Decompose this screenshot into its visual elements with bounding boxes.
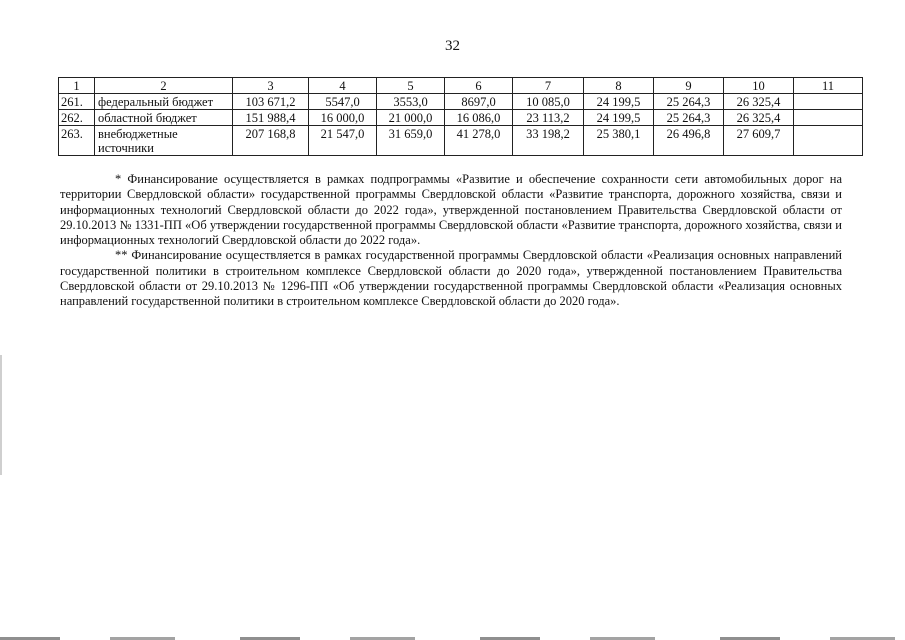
value-cell: 5547,0 — [309, 94, 377, 110]
header-cell: 5 — [377, 78, 445, 94]
value-cell — [794, 110, 863, 126]
header-cell: 8 — [584, 78, 654, 94]
header-cell: 4 — [309, 78, 377, 94]
value-cell: 21 000,0 — [377, 110, 445, 126]
value-cell: 23 113,2 — [513, 110, 584, 126]
value-cell: 25 380,1 — [584, 126, 654, 156]
table-row — [59, 126, 863, 156]
value-cell — [794, 94, 863, 110]
footnote-2: ** Финансирование осуществляется в рамках государственной программы Свердловской области «Реализация основных направлений государственной политики в строительном комплексе Свердловской области до 2020 года», утвержденной постановлением Правительства Свердловской области от 29.10.2013 № 1296-ПП «Об утверждении государственной программы Свердловской области «Реализация основных направлений государственной политики в строительном комплексе Свердловской области до 2020 года». — [60, 248, 842, 309]
header-cell: 11 — [794, 78, 863, 94]
value-cell: 26 325,4 — [724, 94, 794, 110]
value-cell: 3553,0 — [377, 94, 445, 110]
header-cell: 10 — [724, 78, 794, 94]
header-cell: 2 — [95, 78, 233, 94]
value-cell: 103 671,2 — [233, 94, 309, 110]
row-index: 263. — [59, 126, 95, 156]
value-cell: 10 085,0 — [513, 94, 584, 110]
header-cell: 9 — [654, 78, 724, 94]
value-cell: 26 496,8 — [654, 126, 724, 156]
header-cell: 3 — [233, 78, 309, 94]
value-cell: 27 609,7 — [724, 126, 794, 156]
scan-margin-mark — [0, 355, 2, 475]
value-cell — [794, 126, 863, 156]
value-cell: 33 198,2 — [513, 126, 584, 156]
value-cell: 24 199,5 — [584, 110, 654, 126]
row-label: областной бюджет — [95, 110, 233, 126]
value-cell: 151 988,4 — [233, 110, 309, 126]
header-cell: 7 — [513, 78, 584, 94]
value-cell: 26 325,4 — [724, 110, 794, 126]
row-index: 261. — [59, 94, 95, 110]
table-row — [59, 94, 863, 110]
financing-table — [58, 77, 863, 156]
table-header-row — [59, 78, 863, 94]
value-cell: 25 264,3 — [654, 94, 724, 110]
value-cell: 24 199,5 — [584, 94, 654, 110]
row-index: 262. — [59, 110, 95, 126]
value-cell: 25 264,3 — [654, 110, 724, 126]
table-row — [59, 110, 863, 126]
value-cell: 16 000,0 — [309, 110, 377, 126]
row-label: внебюджетные источники — [95, 126, 233, 156]
header-cell: 6 — [445, 78, 513, 94]
footnote-1: * Финансирование осуществляется в рамках подпрограммы «Развитие и обеспечение сохранности сети автомобильных дорог на территории Свердловской области» государственной программы Свердловской области «Развитие транспорта, дорожного хозяйства, связи и информационных технологий Свердловской области до 2022 года», утвержденной постановлением Правительства Свердловской области от 29.10.2013 № 1331-ПП «Об утверждении государственной программы Свердловской области «Развитие транспорта, дорожного хозяйства, связи и информационных технологий Свердловской области до 2022 года». — [60, 172, 842, 248]
footnotes — [60, 172, 842, 310]
header-cell: 1 — [59, 78, 95, 94]
value-cell: 41 278,0 — [445, 126, 513, 156]
page-number: 32 — [445, 38, 460, 54]
value-cell: 31 659,0 — [377, 126, 445, 156]
value-cell: 21 547,0 — [309, 126, 377, 156]
value-cell: 16 086,0 — [445, 110, 513, 126]
value-cell: 8697,0 — [445, 94, 513, 110]
value-cell: 207 168,8 — [233, 126, 309, 156]
row-label: федеральный бюджет — [95, 94, 233, 110]
